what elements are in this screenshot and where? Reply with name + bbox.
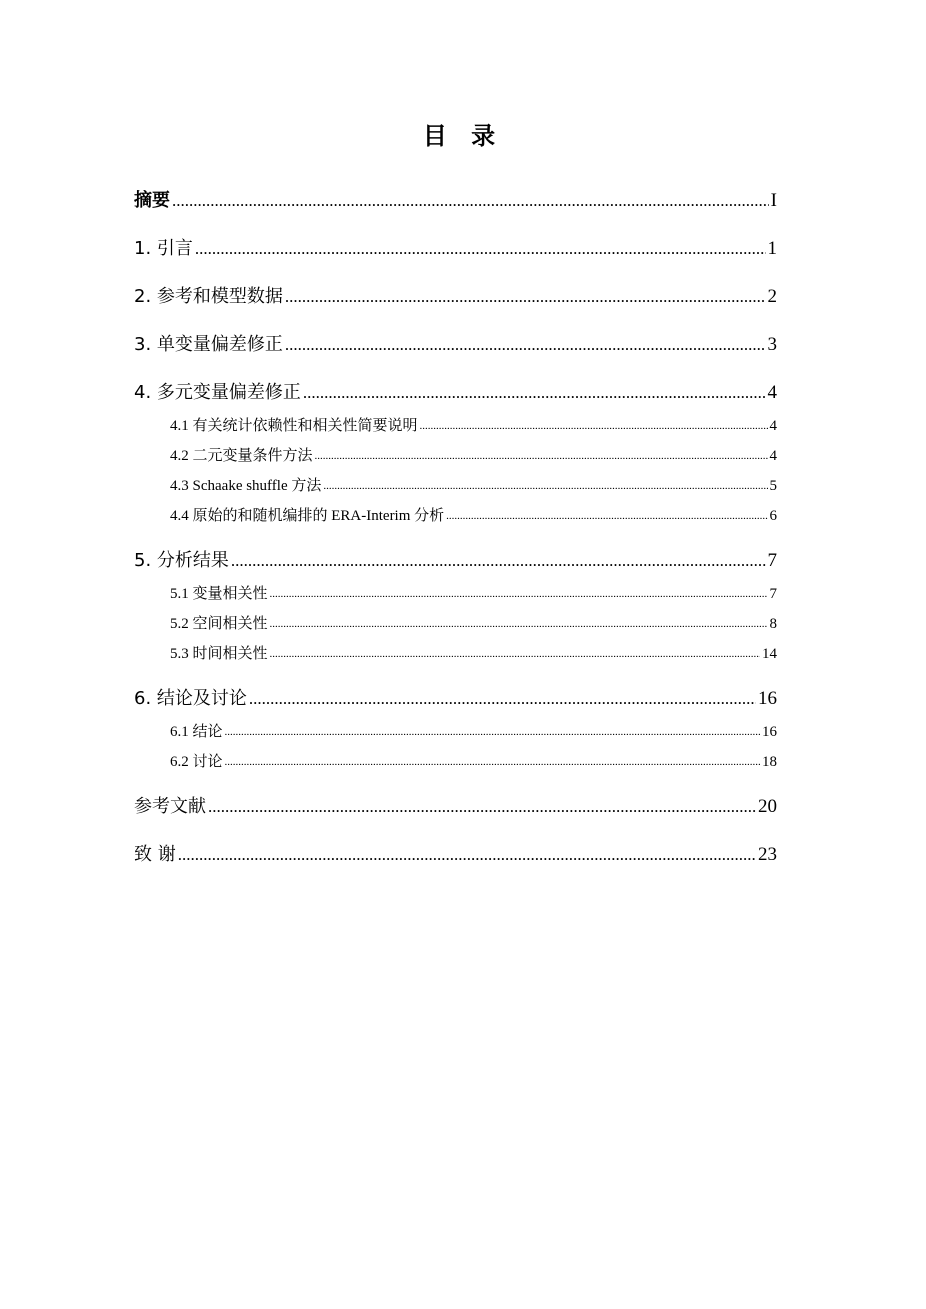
toc-page-number: 2 <box>767 286 777 307</box>
toc-page-number: 4 <box>769 448 777 464</box>
toc-entry-label: 4.1 有关统计依赖性和相关性简要说明 <box>170 418 418 434</box>
toc-page-number: 4 <box>767 382 777 403</box>
toc-subentry-6-2[interactable] <box>134 744 777 774</box>
toc-leader-dots <box>172 186 769 216</box>
toc-leader-dots <box>285 330 766 360</box>
toc-leader-dots <box>249 684 756 714</box>
toc-leader-dots <box>446 504 767 528</box>
toc-entry-label: 参考文献 <box>134 796 206 817</box>
toc-leader-dots <box>270 642 760 666</box>
toc-page-number: 1 <box>767 238 777 259</box>
toc-entry-abstract[interactable] <box>134 168 777 216</box>
toc-entry-label: 1. 引言 <box>134 238 193 259</box>
toc-leader-dots <box>315 444 768 468</box>
toc-page-number: 8 <box>769 616 777 632</box>
toc-subentry-5-1[interactable] <box>134 576 777 606</box>
toc-subentry-4-2[interactable] <box>134 438 777 468</box>
toc-page-number: 5 <box>769 478 777 494</box>
toc-entry-label: 2. 参考和模型数据 <box>134 286 283 307</box>
toc-entry-acknowledgements[interactable] <box>134 822 777 870</box>
toc-entry-reference-model-data[interactable] <box>134 264 777 312</box>
toc-subentry-5-3[interactable] <box>134 636 777 666</box>
toc-leader-dots <box>225 720 760 744</box>
toc-entry-label: 6. 结论及讨论 <box>134 688 247 709</box>
toc-leader-dots <box>420 414 768 438</box>
toc-entry-label: 6.2 讨论 <box>170 754 223 770</box>
toc-leader-dots <box>285 282 766 312</box>
toc-entry-references[interactable] <box>134 774 777 822</box>
toc-entry-label: 摘要 <box>134 190 170 211</box>
toc-entry-introduction[interactable] <box>134 216 777 264</box>
toc-entry-label: 4.4 原始的和随机编排的 ERA-Interim 分析 <box>170 508 445 524</box>
toc-page-number: 23 <box>758 844 777 865</box>
toc-leader-dots <box>208 792 756 822</box>
toc-subentry-4-1[interactable] <box>134 408 777 438</box>
toc-page-number: 7 <box>767 550 777 571</box>
toc-entry-label: 3. 单变量偏差修正 <box>134 334 283 355</box>
toc-leader-dots <box>303 378 766 408</box>
toc-page-number: 18 <box>762 754 777 770</box>
toc-leader-dots <box>178 840 756 870</box>
toc-leader-dots <box>225 750 760 774</box>
toc-entry-label: 5. 分析结果 <box>134 550 229 571</box>
toc-leader-dots <box>195 234 766 264</box>
toc-page-number: 16 <box>758 688 777 709</box>
toc-page-number: 7 <box>769 586 777 602</box>
toc-entry-label: 4.3 Schaake shuffle 方法 <box>170 478 322 494</box>
toc-leader-dots <box>231 546 766 576</box>
toc-entry-label: 6.1 结论 <box>170 724 223 740</box>
toc-entry-label: 4. 多元变量偏差修正 <box>134 382 301 403</box>
toc-leader-dots <box>323 474 767 498</box>
toc-page-number: 14 <box>762 646 777 662</box>
toc-page-number: 20 <box>758 796 777 817</box>
page-title: 目 录 <box>422 122 504 150</box>
toc-entry-univariate-correction[interactable] <box>134 312 777 360</box>
toc-page-number: 6 <box>769 508 777 524</box>
toc-leader-dots <box>270 582 768 606</box>
toc-subentry-6-1[interactable] <box>134 714 777 744</box>
toc-page-number: I <box>770 190 777 211</box>
toc-subentry-4-3[interactable] <box>134 468 777 498</box>
toc-page-number: 4 <box>769 418 777 434</box>
toc-subentry-4-4[interactable] <box>134 498 777 528</box>
toc-entry-results[interactable] <box>134 528 777 576</box>
toc-entry-conclusion[interactable] <box>134 666 777 714</box>
toc-entry-label: 5.2 空间相关性 <box>170 616 268 632</box>
toc-entry-label: 4.2 二元变量条件方法 <box>170 448 313 464</box>
toc-page-number: 16 <box>762 724 777 740</box>
toc-entry-multivariate-correction[interactable] <box>134 360 777 408</box>
toc-entry-label: 5.1 变量相关性 <box>170 586 268 602</box>
toc-leader-dots <box>270 612 768 636</box>
toc-entry-label: 5.3 时间相关性 <box>170 646 268 662</box>
toc-entry-label: 致 谢 <box>134 844 176 865</box>
table-of-contents <box>134 168 777 870</box>
toc-subentry-5-2[interactable] <box>134 606 777 636</box>
toc-page-number: 3 <box>767 334 777 355</box>
